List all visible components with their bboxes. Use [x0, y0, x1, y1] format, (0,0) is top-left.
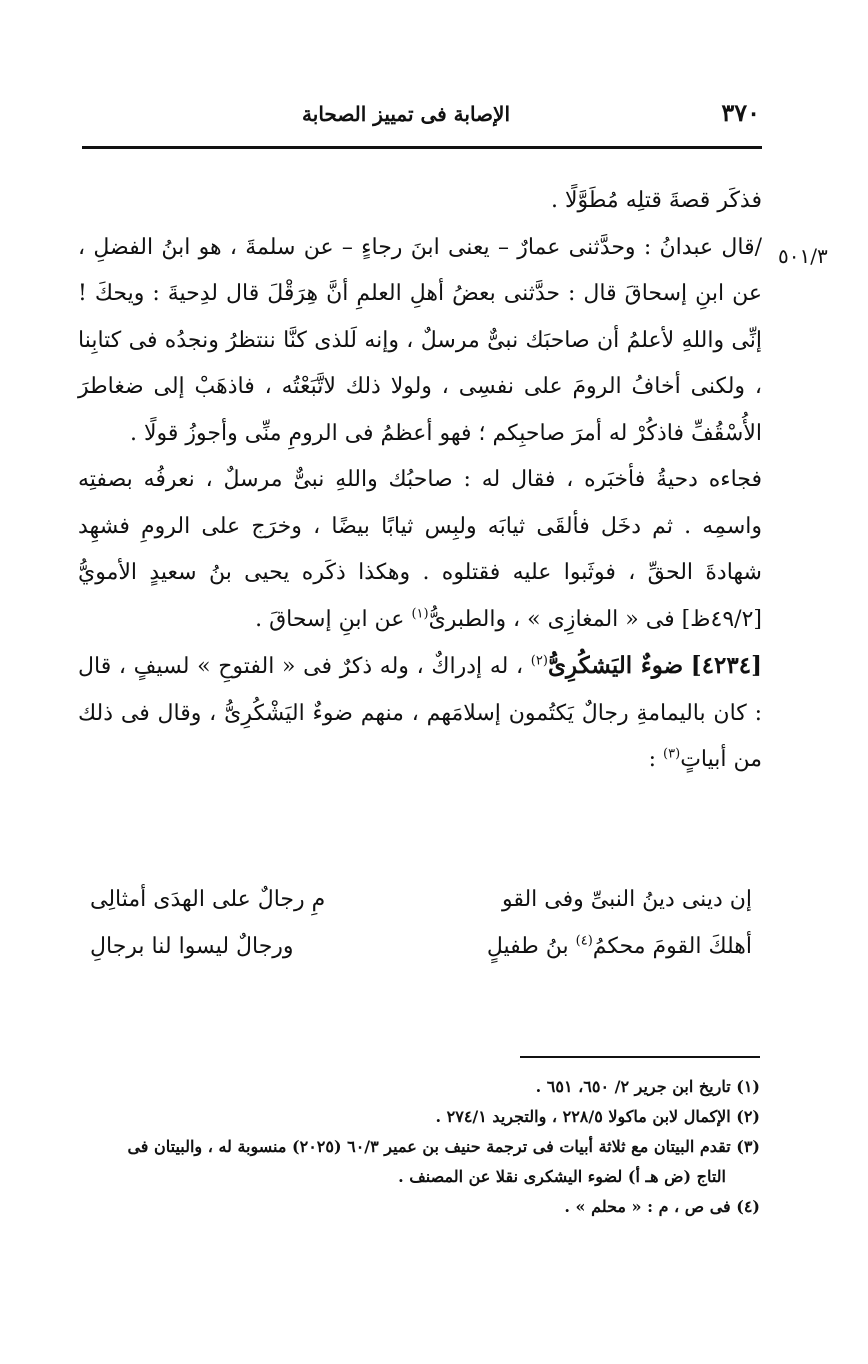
margin-reference: ٥٠١/٣: [778, 244, 828, 268]
page-number: ٣٧٠: [721, 98, 760, 127]
page-header: [82, 98, 760, 138]
footnote-mark-1: (١): [411, 606, 429, 622]
main-text: [78, 178, 762, 784]
paragraph-dihya: [78, 457, 762, 643]
entry-number: [٤٢٣٤]: [690, 652, 762, 679]
footnote-2: (٢) الإكمال لابن ماكولا ٢٢٨/٥ ، والتجريد ٢٧٤/١ .: [435, 1107, 760, 1126]
header-rule: [82, 146, 762, 149]
footnote-rule: [520, 1056, 760, 1058]
entry-end: :: [648, 747, 657, 772]
footnote-mark-2: (٢): [530, 653, 548, 669]
paragraph-dihya-end: عن ابنِ إسحاقَ .: [255, 606, 405, 632]
poem: [90, 876, 752, 970]
footnote-4: (٤) فى ص ، م : « محلم » .: [564, 1197, 760, 1216]
paragraph-abdan: /قال عبدانُ : وحدَّثنى عمارٌ – يعنى ابنَ رجاءٍ – عن سلمةَ ، هو ابنُ الفضلِ ، عن ابنِ إسحاقَ قال : حدَّثنى بعضُ أهلِ العلمِ أنَّ هِرَقْلَ قال لدِحيةَ : ويحكَ ! إنِّى واللهِ لأعلمُ أن صاحبَك نبىٌّ مرسلٌ ، وإنه لَلذى كنَّا ننتظرُ ونجدُه فى كتابِنا ، ولكنى أخافُ الرومَ على نفسِى ، ولولا ذلك لاتَّبَعْتُه ، فاذهَبْ إلى ضغاطرَ الأُسْقُفِّ فاذكُرْ له أمرَ صاحبِكم ؛ فهو أعظمُ فى الرومِ منِّى وأجوزُ قولًا .: [78, 234, 762, 446]
entry-4234: [78, 643, 762, 784]
verse-2-first-hemistich: [487, 923, 752, 970]
footnote-mark-3: (٣): [663, 746, 681, 762]
verse-2-second-hemistich: ورجالٌ ليسوا لنا برجالِ: [90, 934, 294, 959]
verse-1-second-hemistich: مِ رجالٌ على الهدَى أمثالِى: [90, 887, 326, 912]
footnote-mark-4: (٤): [575, 933, 593, 949]
verse-1: [90, 876, 752, 923]
verse-2-first-end: بنُ طفيلٍ: [486, 934, 569, 959]
verse-1-first-hemistich: إن دينى دينُ النبىِّ وفى القو: [501, 887, 752, 912]
footnote-3-continuation: التاج (ض هـ أ) لضوء اليشكرى نقلا عن المصنف .: [398, 1167, 726, 1186]
verse-2: [90, 923, 752, 970]
running-title: الإصابة فى تمييز الصحابة: [302, 102, 510, 126]
footnote-1: (١) تاريخ ابن جرير ٢/ ٦٥٠، ٦٥١ .: [535, 1077, 760, 1096]
entry-text: ، له إدراكٌ ، وله ذكرٌ فى « الفتوحِ » لسيفٍ ، قال : كان باليمامةِ رجالٌ يَكتُمون إسلامَهم ، منهم ضوءٌ اليَشْكُرِىُّ ، وقال فى ذلك من أبياتٍ: [78, 654, 762, 772]
verse-2-first-part: أهلكَ القومَ محكمُ: [592, 934, 752, 959]
footnotes: [80, 1072, 760, 1222]
text-line-1: فذكَر قصةَ قتلِه مُطَوَّلًا .: [550, 188, 762, 213]
paragraph-dihya-text: فجاءه دحيةُ فأخبَره ، فقال له : صاحبُك واللهِ نبىٌّ مرسلٌ ، نعرفُه بصفتِه واسمِه . ثم دخَل فألقَى ثيابَه ولبِس ثيابًا بيضًا ، وخرَج على الرومِ فشهِد شهادةَ الحقِّ ، فوثَبوا عليه فقتلوه . وهكذا ذكَره يحيى بنُ سعيدٍ الأمويُّ [٤٩/٢ظ] فى « المغازِى » ، والطبرىُّ: [78, 467, 762, 632]
entry-name: ضوءٌ اليَشكُرِىُّ: [547, 652, 684, 679]
footnote-3: (٣) تقدم البيتان مع ثلاثة أبيات فى ترجمة حنيف بن عمير ٦٠/٣ (٢٠٢٥) منسوبة له ، والبيتان فى: [127, 1137, 760, 1156]
